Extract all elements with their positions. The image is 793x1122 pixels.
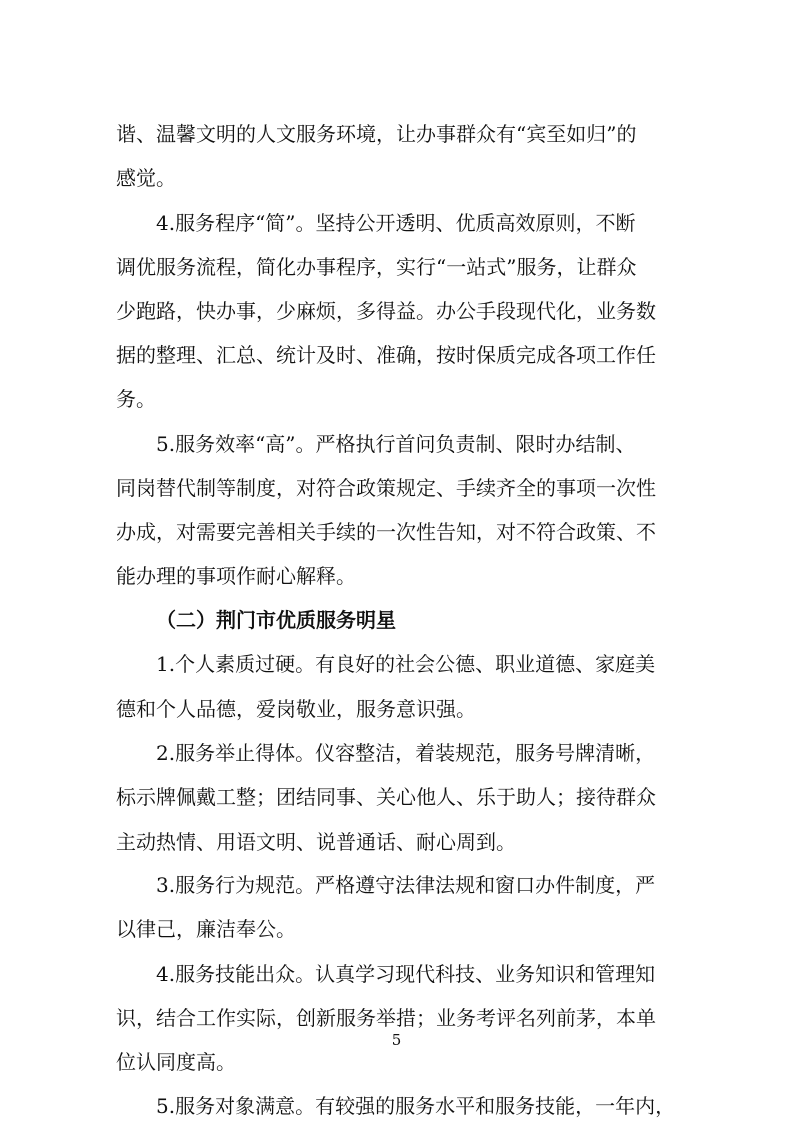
text-line: 感觉。 <box>116 166 176 190</box>
text-line: 以律己，廉洁奉公。 <box>116 917 296 941</box>
text-line: 1.个人素质过硬。有良好的社会公德、职业道德、家庭美 <box>156 652 656 676</box>
text-line: 德和个人品德，爱岗敬业，服务意识强。 <box>116 697 476 721</box>
text-line: 务。 <box>116 387 156 411</box>
text-line: 标示牌佩戴工整；团结同事、关心他人、乐于助人；接待群众 <box>116 785 656 809</box>
text-line: 主动热情、用语文明、说普通话、耐心周到。 <box>116 830 516 854</box>
section-heading: （二）荆门市优质服务明星 <box>156 608 396 632</box>
page-number: 5 <box>391 1031 402 1049</box>
text-line: 据的整理、汇总、统计及时、准确，按时保质完成各项工作任 <box>116 343 656 367</box>
text-line: 5.服务效率“高”。严格执行首问负责制、限时办结制、 <box>156 432 636 456</box>
text-line: 3.服务行为规范。严格遵守法律法规和窗口办件制度，严 <box>156 873 656 897</box>
text-line: 4.服务技能出众。认真学习现代科技、业务知识和管理知 <box>156 962 656 986</box>
text-line: 位认同度高。 <box>116 1050 236 1074</box>
text-line: 能办理的事项作耐心解释。 <box>116 564 356 588</box>
text-line: 识，结合工作实际，创新服务举措；业务考评名列前茅，本单 <box>116 1006 656 1030</box>
text-line: 办成，对需要完善相关手续的一次性告知，对不符合政策、不 <box>116 520 656 544</box>
text-line: 谐、温馨文明的人文服务环境，让办事群众有“宾至如归”的 <box>116 122 637 146</box>
text-line: 少跑路，快办事，少麻烦，多得益。办公手段现代化，业务数 <box>116 299 656 323</box>
text-line: 4.服务程序“简”。坚持公开透明、优质高效原则，不断 <box>156 211 636 235</box>
text-line: 2.服务举止得体。仪容整洁，着装规范，服务号牌清晰， <box>156 741 656 765</box>
text-line: 调优服务流程，简化办事程序，实行“一站式”服务，让群众 <box>116 255 637 279</box>
text-line: 同岗替代制等制度，对符合政策规定、手续齐全的事项一次性 <box>116 476 656 500</box>
text-line: 5.服务对象满意。有较强的服务水平和服务技能，一年内， <box>156 1094 676 1118</box>
